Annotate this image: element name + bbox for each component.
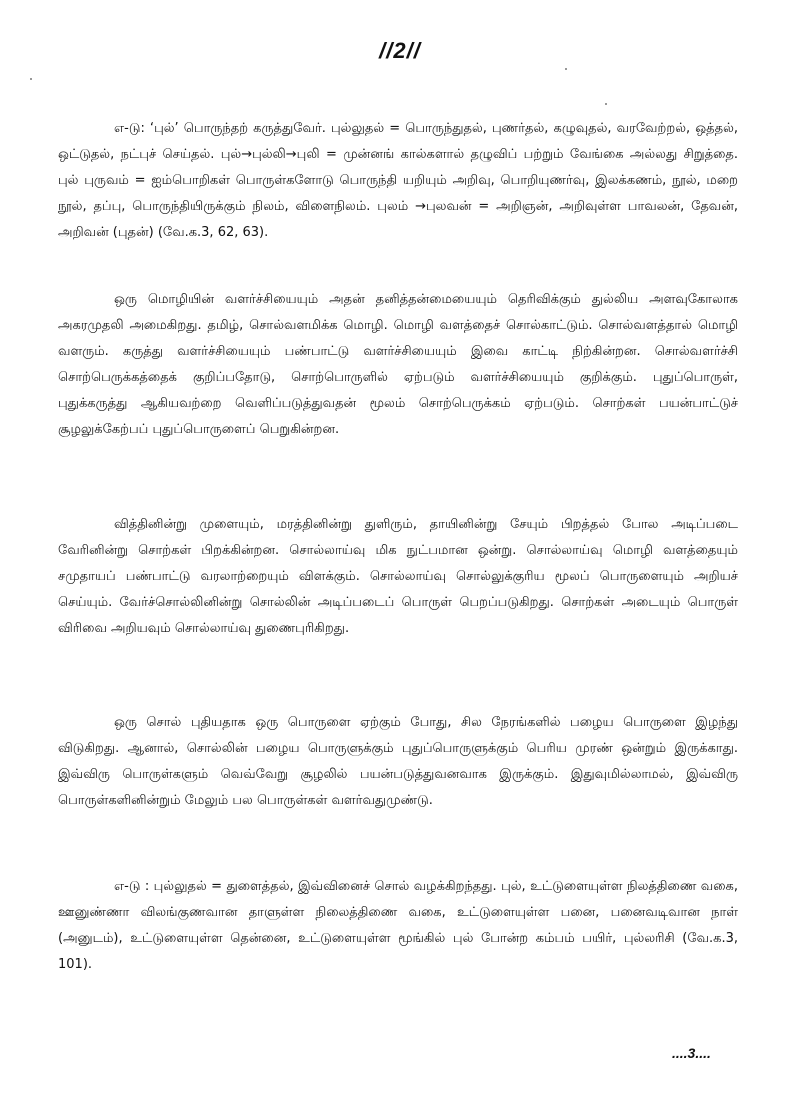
scan-speck [605,103,607,105]
paragraph-etymology: வித்தினின்று முளையும், மரத்தினின்று துளிரும், தாயினின்று சேயும் பிறத்தல் போல அடிப்படை வேரினின்று சொற்கள் பிறக்கின்றன. சொல்லாய்வு மிக நுட்பமான ஒன்று. சொல்லாய்வு மொழி வளத்தையும் சமுதாயப் பண்பாட்டு வரலாற்றையும் விளக்கும். சொல்லாய்வு சொல்லுக்குரிய மூலப் பொருளையும் அறியச் செய்யும். வேர்ச்சொல்லினின்று சொல்லின் அடிப்படைப் பொருள் பெறப்படுகிறது. சொற்கள் அடையும் பொருள் விரிவை அறியவும் சொல்லாய்வு துணைபுரிகிறது. [58,517,738,636]
scan-speck [30,78,32,80]
paragraph-example-pulluthal: எ-டு : புல்லுதல் = துளைத்தல், இவ்வினைச் சொல் வழக்கிறந்தது. புல், உட்டுளையுள்ள நிலத்திணை வகை, ஊனுண்ணா விலங்குணவான தாளுள்ள நிலைத்திணை வகை, உட்டுளையுள்ள பனை, பனைவடிவான நாள் (அனுடம்), உட்டுளையுள்ள தென்னை, உட்டுளையுள்ள மூங்கில் புல் போன்ற கம்பம் பயிர், புல்லரிசி (வே.க.3, 101). [58,879,738,972]
paragraph-example-pul: எ-டு: ‘புல்’ பொருந்தற் கருத்துவேர். புல்லுதல் = பொருந்துதல், புணர்தல், கழுவுதல், வரவேற்றல், ஒத்தல், ஒட்டுதல், நட்புச் செய்தல். புல்→புல்லி→புலி = முன்னங் கால்களால் தழுவிப் பற்றும் வேங்கை அல்லது சிறுத்தை. புல் புருவம் = ஐம்பொறிகள் பொருள்களோடு பொருந்தி யறியும் அறிவு, பொறியுணர்வு, இலக்கணம், நூல், மறை நூல், தப்பு, பொருந்தியிருக்கும் நிலம், விளைநிலம். புலம் →புலவன் = அறிஞன், அறிவுள்ள பாவலன், தேவன், அறிவன் (புதன்) (வே.க.3, 62, 63). [58,121,738,240]
continuation-marker: ....3.... [672,1045,711,1061]
paragraph-meaning-change: ஒரு சொல் புதியதாக ஒரு பொருளை ஏற்கும் போது, சில நேரங்களில் பழைய பொருளை இழந்து விடுகிறது. ஆனால், சொல்லின் பழைய பொருளுக்கும் புதுப்பொருளுக்கும் பெரிய முரண் ஒன்றும் இருக்காது. இவ்விரு பொருள்களும் வெவ்வேறு சூழலில் பயன்படுத்துவனவாக இருக்கும். இதுவுமில்லாமல், இவ்விரு பொருள்களினின்றும் மேலும் பல பொருள்கள் வளர்வதுமுண்டு. [58,715,738,808]
page-number: //2// [379,38,421,63]
paragraph-dictionary-growth: ஒரு மொழியின் வளர்ச்சியையும் அதன் தனித்தன்மையையும் தெரிவிக்கும் துல்லிய அளவுகோலாக அகரமுதலி அமைகிறது. தமிழ், சொல்வளமிக்க மொழி. மொழி வளத்தைச் சொல்காட்டும். சொல்வளத்தால் மொழி வளரும். கருத்து வளர்ச்சியையும் பண்பாட்டு வளர்ச்சியையும் இவை காட்டி நிற்கின்றன. சொல்வளர்ச்சி சொற்பெருக்கத்தைக் குறிப்பதோடு, சொற்பொருளில் ஏற்படும் வளர்ச்சியையும் குறிக்கும். புதுப்பொருள், புதுக்கருத்து ஆகியவற்றை வெளிப்படுத்துவதன் மூலம் சொற்பெருக்கம் ஏற்படும். சொற்கள் பயன்பாட்டுச் சூழலுக்கேற்பப் புதுப்பொருளைப் பெறுகின்றன. [58,292,738,437]
scan-speck [565,68,567,70]
